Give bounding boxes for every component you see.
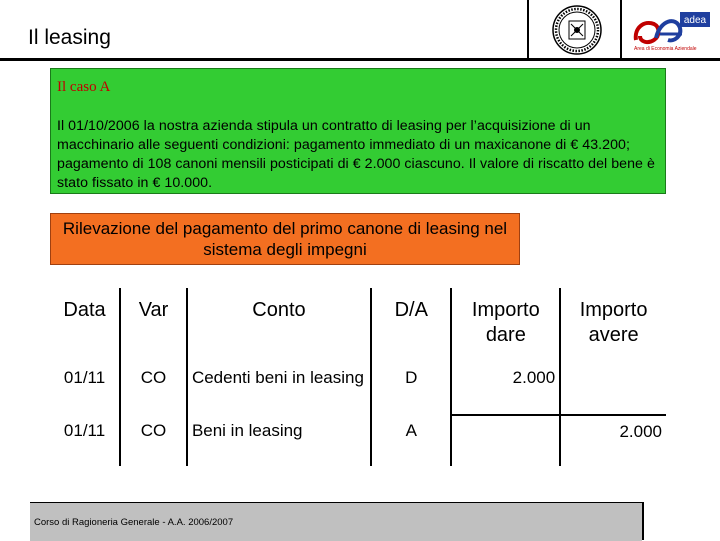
- header-da: D/A: [371, 288, 452, 362]
- cell-data: 01/11: [50, 362, 120, 415]
- page-title: Il leasing: [28, 26, 111, 49]
- section-title: Rilevazione del pagamento del primo canone di leasing nel sistema degli impegni: [50, 213, 520, 265]
- cell-avere: 2.000: [619, 422, 662, 441]
- header-conto: Conto: [187, 288, 371, 362]
- header-dare: Importo dare: [451, 288, 560, 362]
- header-divider: [620, 0, 622, 58]
- case-text: Il 01/10/2006 la nostra azienda stipula un contratto di leasing per l’acquisizione di un macchinario alle seguenti condizioni: pagamento immediato di un maxicanone di € 43.200; pagamento di 108 canoni mensili posticipati di € 2.000 ciascuno. Il valore di riscatto del bene è stato fissato in € 10.000.: [57, 118, 655, 191]
- svg-text:adea: adea: [683, 15, 707, 26]
- header-avere: Importo avere: [579, 299, 648, 346]
- cell-dare: 2.000: [451, 362, 560, 415]
- table-row: [50, 415, 666, 466]
- ledger-table: [50, 288, 666, 466]
- cell-var: CO: [120, 362, 187, 415]
- cell-avere: [560, 362, 666, 415]
- table-row: [50, 362, 666, 415]
- footer-divider: [642, 502, 644, 540]
- cell-conto: Cedenti beni in leasing: [187, 362, 371, 415]
- header-var: Var: [120, 288, 187, 362]
- footer: [30, 502, 642, 541]
- header-data: Data: [50, 288, 120, 362]
- header: [0, 0, 720, 58]
- footer-text: Corso di Ragioneria Generale - A.A. 2006/2007: [34, 517, 234, 528]
- cell-data: 01/11: [50, 415, 120, 466]
- university-seal-icon: [551, 4, 603, 56]
- cell-dare: [451, 415, 560, 466]
- cell-conto: Beni in leasing: [187, 415, 371, 466]
- logo-tagline: Area di Economia Aziendale: [634, 46, 697, 52]
- header-underline: [0, 58, 720, 61]
- cell-da: A: [371, 415, 452, 466]
- cell-var: CO: [120, 415, 187, 466]
- case-box: [50, 68, 666, 194]
- case-title: Il caso A: [57, 79, 111, 95]
- cell-da: D: [371, 362, 452, 415]
- header-divider: [527, 0, 529, 58]
